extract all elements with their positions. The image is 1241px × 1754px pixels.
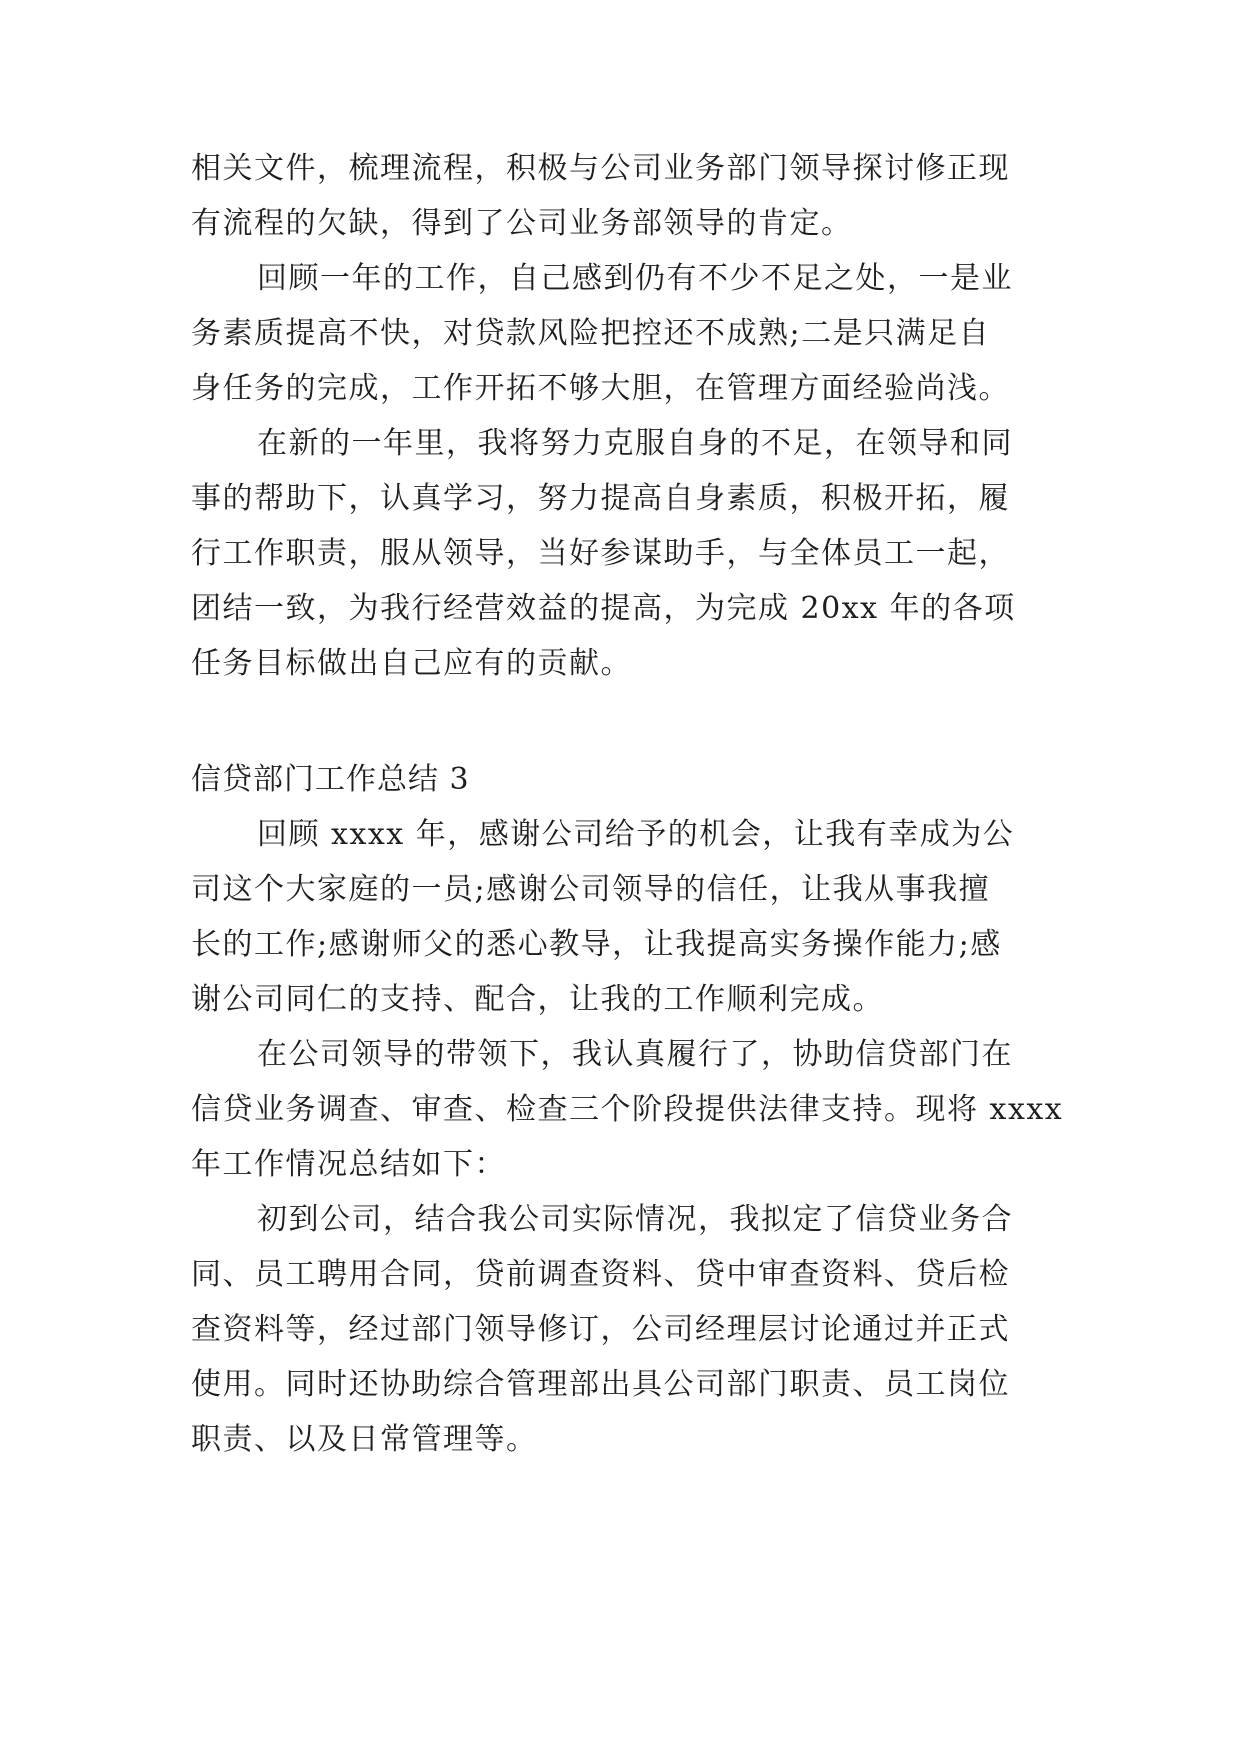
paragraph-3-line-5: 任务目标做出自己应有的贡献。: [191, 646, 632, 681]
paragraph-3-line-4: 团结一致，为我行经营效益的提高，为完成 20xx 年的各项: [191, 591, 1016, 626]
paragraph-4-line-2: 司这个大家庭的一员;感谢公司领导的信任，让我从事我擅: [191, 872, 991, 907]
paragraph-1-line-1: 相关文件，梳理流程，积极与公司业务部门领导探讨修正现: [191, 151, 1010, 186]
paragraph-2-line-1: 回顾一年的工作，自己感到仍有不少不足之处，一是业: [257, 261, 1013, 296]
paragraph-5-line-1: 在公司领导的带领下，我认真履行了，协助信贷部门在: [257, 1037, 1013, 1072]
paragraph-6-line-5: 职责、以及日常管理等。: [191, 1422, 538, 1457]
paragraph-5-line-2: 信贷业务调查、审查、检查三个阶段提供法律支持。现将 xxxx: [191, 1092, 1064, 1127]
paragraph-6-line-1: 初到公司，结合我公司实际情况，我拟定了信贷业务合: [257, 1202, 1013, 1237]
paragraph-6-line-3: 查资料等，经过部门领导修订，公司经理层讨论通过并正式: [191, 1312, 1010, 1347]
paragraph-5-line-3: 年工作情况总结如下：: [191, 1147, 506, 1182]
paragraph-3-line-1: 在新的一年里，我将努力克服自身的不足，在领导和同: [257, 426, 1013, 461]
paragraph-4-line-3: 长的工作;感谢师父的悉心教导，让我提高实务操作能力;感: [191, 927, 1002, 962]
paragraph-6-line-2: 同、员工聘用合同，贷前调查资料、贷中审查资料、贷后检: [191, 1257, 1010, 1292]
paragraph-6-line-4: 使用。同时还协助综合管理部出具公司部门职责、员工岗位: [191, 1367, 1010, 1402]
paragraph-2-line-3: 身任务的完成，工作开拓不够大胆，在管理方面经验尚浅。: [191, 371, 1010, 406]
paragraph-3-line-3: 行工作职责，服从领导，当好参谋助手，与全体员工一起，: [191, 536, 1010, 571]
paragraph-1-line-2: 有流程的欠缺，得到了公司业务部领导的肯定。: [191, 206, 853, 241]
paragraph-3-line-2: 事的帮助下，认真学习，努力提高自身素质，积极开拓，履: [191, 481, 1010, 516]
paragraph-2-line-2: 务素质提高不快，对贷款风险把控还不成熟;二是只满足自: [191, 316, 991, 351]
section-heading: 信贷部门工作总结 3: [191, 762, 470, 797]
paragraph-4-line-1: 回顾 xxxx 年，感谢公司给予的机会，让我有幸成为公: [257, 817, 1015, 852]
paragraph-4-line-4: 谢公司同仁的支持、配合，让我的工作顺利完成。: [191, 982, 884, 1017]
